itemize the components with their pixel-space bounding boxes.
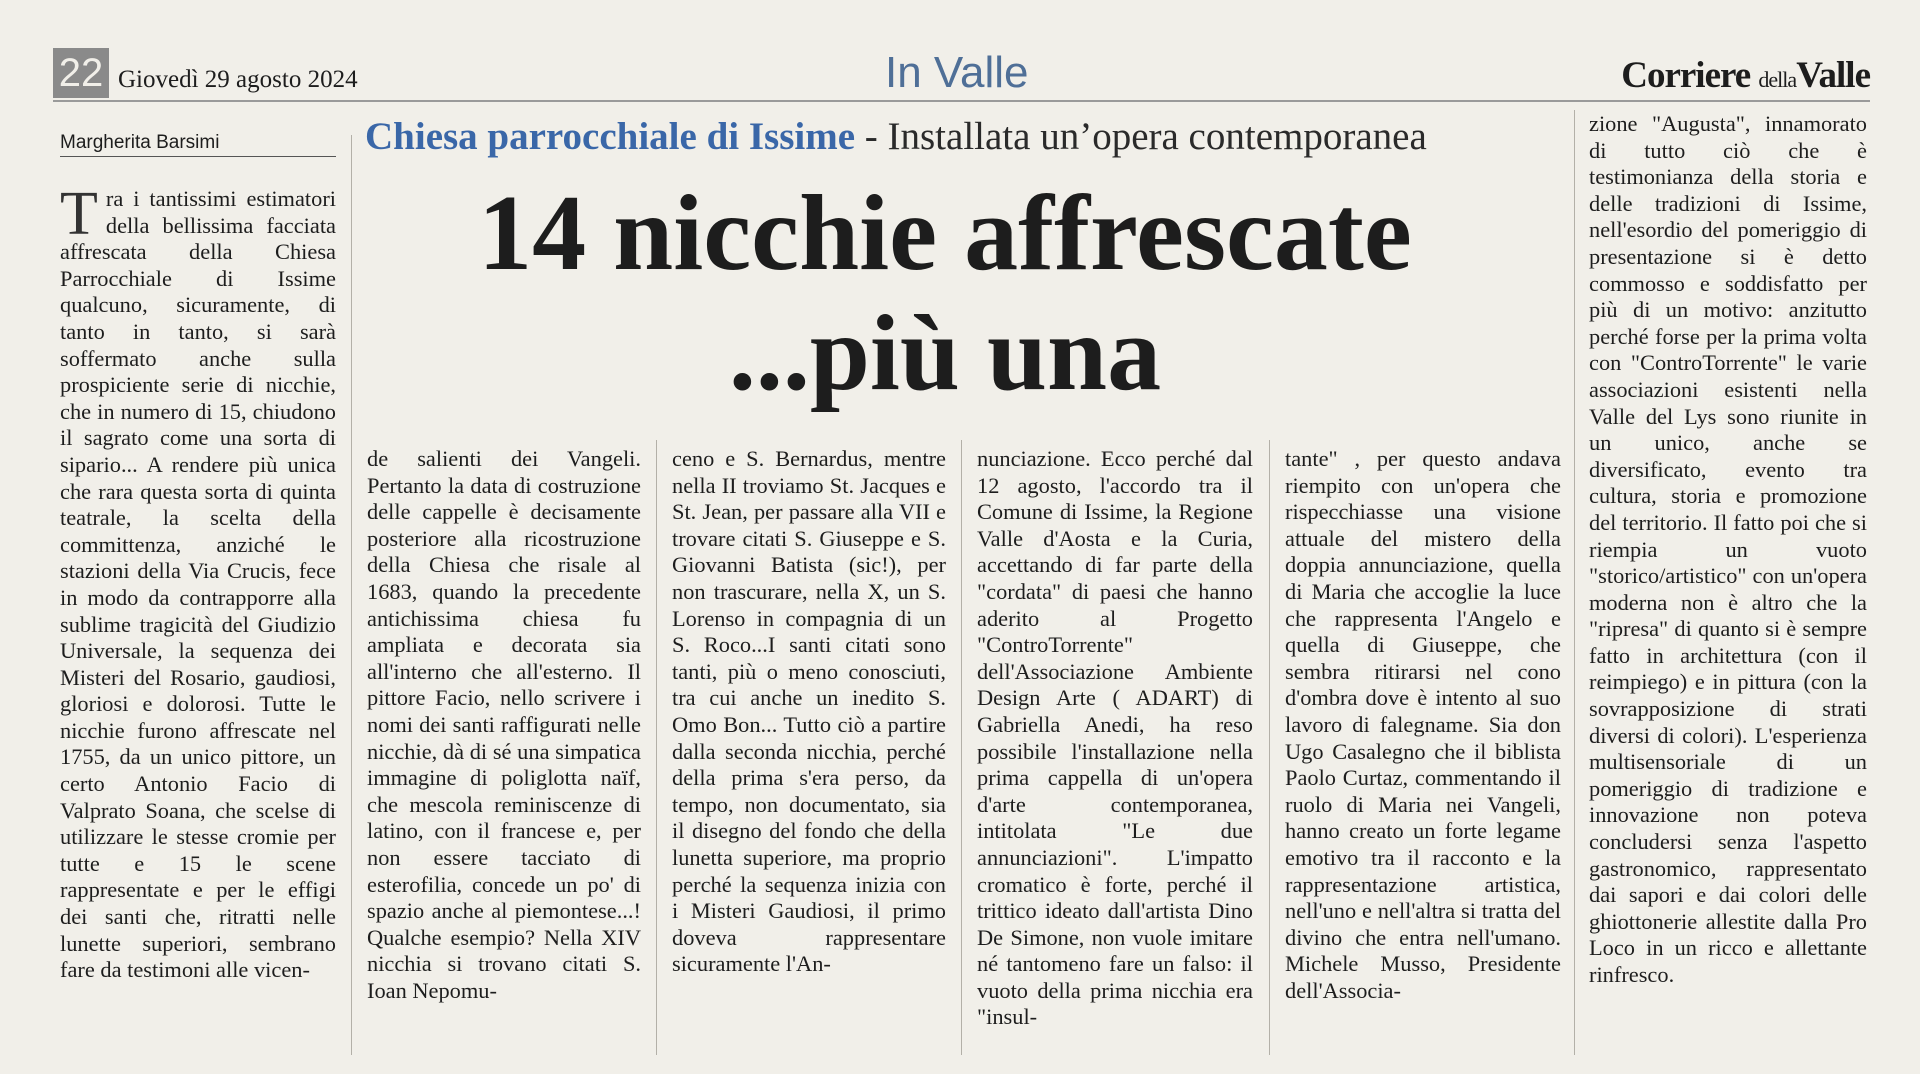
issue-date: Giovedì 29 agosto 2024 [118, 66, 358, 93]
masthead-logo [1621, 54, 1870, 97]
column-divider [656, 440, 657, 1055]
headline-line-2: ...più una [728, 294, 1162, 413]
article-column-2: de salienti dei Vangeli. Pertanto la data di costruzione delle cappelle è decisamente posteriore alla ricostruzione della Chiesa che risale al 1683, quando la precedente antichissima chiesa fu ampliata e decorata sia all'interno che all'esterno. Il pittore Facio, nello scrivere i nomi dei santi raffigurati nelle nicchie, dà di sé una simpatica immagine di poliglotta naïf, che mescola reminiscenze di latino, con il francese e, per non essere tacciato di esterofilia, concede un po' di spazio anche al piemontese...! Qualche esempio? Nella XIV nicchia si trovano citati S. Ioan Nepomu- [367, 446, 641, 1003]
kicker-rest: Installata un’opera contemporanea [887, 115, 1427, 158]
masthead-part-b: Valle [1796, 55, 1870, 96]
column-1-text: ra i tantissimi estimatori della bellissima facciata affrescata della Chiesa Parrocchiale di Issime qualcuno, sicuramente, di tanto in tanto, si sarà soffermato anche sulla prospiciente serie di nicchie, che in numero di 15, chiudono il sagrato come una sorta di sipario... A rendere più unica che rara questa sorta di quinta teatrale, la scelta della committenza, anziché le stazioni della Via Crucis, fece in modo da contrapporre alla sublime tragicità del Giudizio Universale, la sequenza dei Misteri del Rosario, gaudiosi, gloriosi e dolorosi. Tutte le nicchie furono affrescate nel 1755, da un unico pittore, un certo Antonio Facio di Valprato Soana, che scelse di utilizzare le stesse cromie per tutte e 15 le scene rappresentate e per le effigi dei santi che, ritratti nelle lunette superiori, sembrano fare da testimoni alle vicen- [60, 186, 336, 983]
kicker-separator: - [855, 115, 888, 158]
byline: Margherita Barsimi [60, 132, 220, 153]
article-column-3: ceno e S. Bernardus, mentre nella II troviamo St. Jacques e St. Jean, per passare alla VII e trovare citati S. Giuseppe e S. Giovanni Batista (sic!), per non trascurare, nella X, un S. Lorenso in compagnia di un S. Roco...I santi citati sono tanti, più o meno conosciuti, tra cui anche un inedito S. Omo Bon... Tutto ciò a partire dalla seconda nicchia, perché della prima s'era perso, da tempo, non documentato, sia il disegno del fondo che della lunetta superiore, ma proprio perché la sequenza inizia con i Misteri Gaudiosi, il primo doveva rappresentare sicuramente l'An- [672, 446, 946, 977]
headline-line-1: 14 nicchie affrescate [478, 174, 1412, 293]
masthead-part-a: Corriere [1621, 55, 1751, 96]
drop-cap: T [60, 180, 98, 248]
column-divider [1574, 110, 1575, 1055]
byline-divider [60, 156, 336, 157]
section-title: In Valle [885, 48, 1029, 97]
page-number: 22 [53, 48, 109, 98]
article-column-5: tante" , per questo andava riempito con un'opera che rispecchiasse una visione attuale del mistero della doppia annunciazione, quella di Maria che accoglie la luce che rappresenta l'Angelo e quella di Giuseppe, che sembra ritirarsi nel cono d'ombra dove è intento al suo lavoro di falegname. Sia don Ugo Casalegno che il biblista Paolo Curtaz, commentando il ruolo di Maria nei Vangeli, hanno creato un forte legame emotivo tra il racconto e la rappresentazione artistica, nell'uno e nell'altra si tratta del divino che entra nell'umano. Michele Musso, Presidente dell'Associa- [1285, 446, 1561, 1003]
kicker [365, 114, 1427, 159]
article-column-6: zione "Augusta", innamorato di tutto ciò che è testimonianza della storia e delle tradizioni di Issime, nell'esordio del pomeriggio di presentazione si è detto commosso e soddisfatto per più di un motivo: anzitutto perché forse per la prima volta con "ControTorrente" le varie associazioni esistenti nella Valle del Lys sono riunite in un unico, anche se diversificato, evento tra cultura, storia e promozione del territorio. Il fatto poi che si riempia un vuoto "storico/artistico" con un'opera moderna non è altro che la "ripresa" di quanto si è sempre fatto in architettura (con il reimpiego) e in pittura (con la sovrapposizione di strati diversi di colori). L'esperienza multisensoriale di un pomeriggio di tradizione e innovazione non poteva concludersi senza l'aspetto gastronomico, rappresentato dai sapori e dai colori delle ghiottonerie allestite dalla Pro Loco in un ricco e allettante rinfresco. [1589, 111, 1867, 987]
column-divider [961, 440, 962, 1055]
article-column-4: nunciazione. Ecco perché dal 12 agosto, l'accordo tra il Comune di Issime, la Regione Valle d'Aosta e la Curia, accettando di far parte della "cordata" di paesi che hanno aderito al Progetto "ControTorrente" dell'Associazione Ambiente Design Arte ( ADART) di Gabriella Anedi, ha reso possibile l'installazione nella prima cappella di un'opera d'arte contemporanea, intitolata "Le due annunciazioni". L'impatto cromatico è forte, perché il trittico ideato dall'artista Dino De Simone, non vuole imitare né tantomeno fare un falso: il vuoto della prima nicchia era "insul- [977, 446, 1253, 1030]
kicker-place: Chiesa parrocchiale di Issime [365, 115, 856, 158]
masthead-part-small: della [1758, 67, 1797, 92]
column-divider [351, 135, 352, 1055]
column-divider [1269, 440, 1270, 1055]
header-divider [53, 100, 1870, 102]
headline [330, 174, 1560, 413]
article-column-1 [60, 180, 336, 984]
